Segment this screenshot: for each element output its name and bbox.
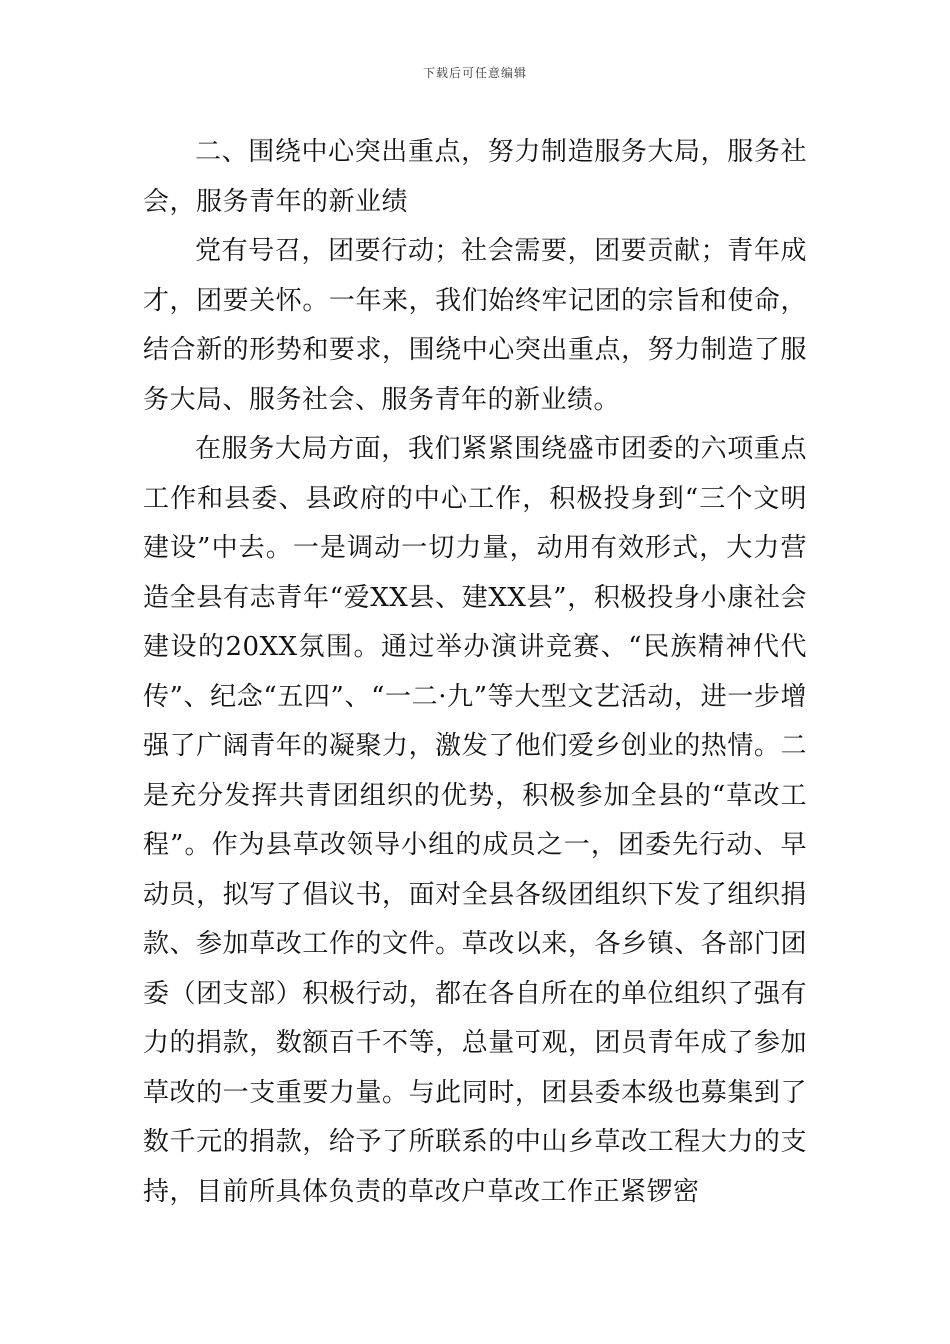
document-body xyxy=(143,128,807,1217)
page-header-note: 下载后可任意编辑 xyxy=(422,66,527,80)
paragraph-2: 在服务大局方面，我们紧紧围绕盛市团委的六项重点工作和县委、县政府的中心工作，积极投身到“三个文明建设”中去。一是调动一切力量，动用有效形式，大力营造全县有志青年“爱XX县、建XX县”，积极投身小康社会建设的20XX氛围。通过举办演讲竞赛、“民族精神代代传”、纪念“五四”、“一二·九”等大型文艺活动，进一步增强了广阔青年的凝聚力，激发了他们爱乡创业的热情。二是充分发挥共青团组织的优势，积极参加全县的“草改工程”。作为县草改领导小组的成员之一，团委先行动、早动员，拟写了倡议书，面对全县各级团组织下发了组织捐款、参加草改工作的文件。草改以来，各乡镇、各部门团委（团支部）积极行动，都在各自所在的单位组织了强有力的捐款，数额百千不等，总量可观，团员青年成了参加草改的一支重要力量。与此同时，团县委本级也募集到了数千元的捐款，给予了所联系的中山乡草改工程大力的支持，目前所具体负责的草改户草改工作正紧锣密 xyxy=(143,434,807,1207)
paragraph-1: 党有号召，团要行动；社会需要，团要贡献；青年成才，团要关怀。一年来，我们始终牢记团的宗旨和使命，结合新的形势和要求，围绕中心突出重点，努力制造了服务大局、服务社会、服务青年的新业绩。 xyxy=(143,236,807,415)
section-heading: 二、围绕中心突出重点，努力制造服务大局，服务社会，服务青年的新业绩 xyxy=(143,137,807,217)
